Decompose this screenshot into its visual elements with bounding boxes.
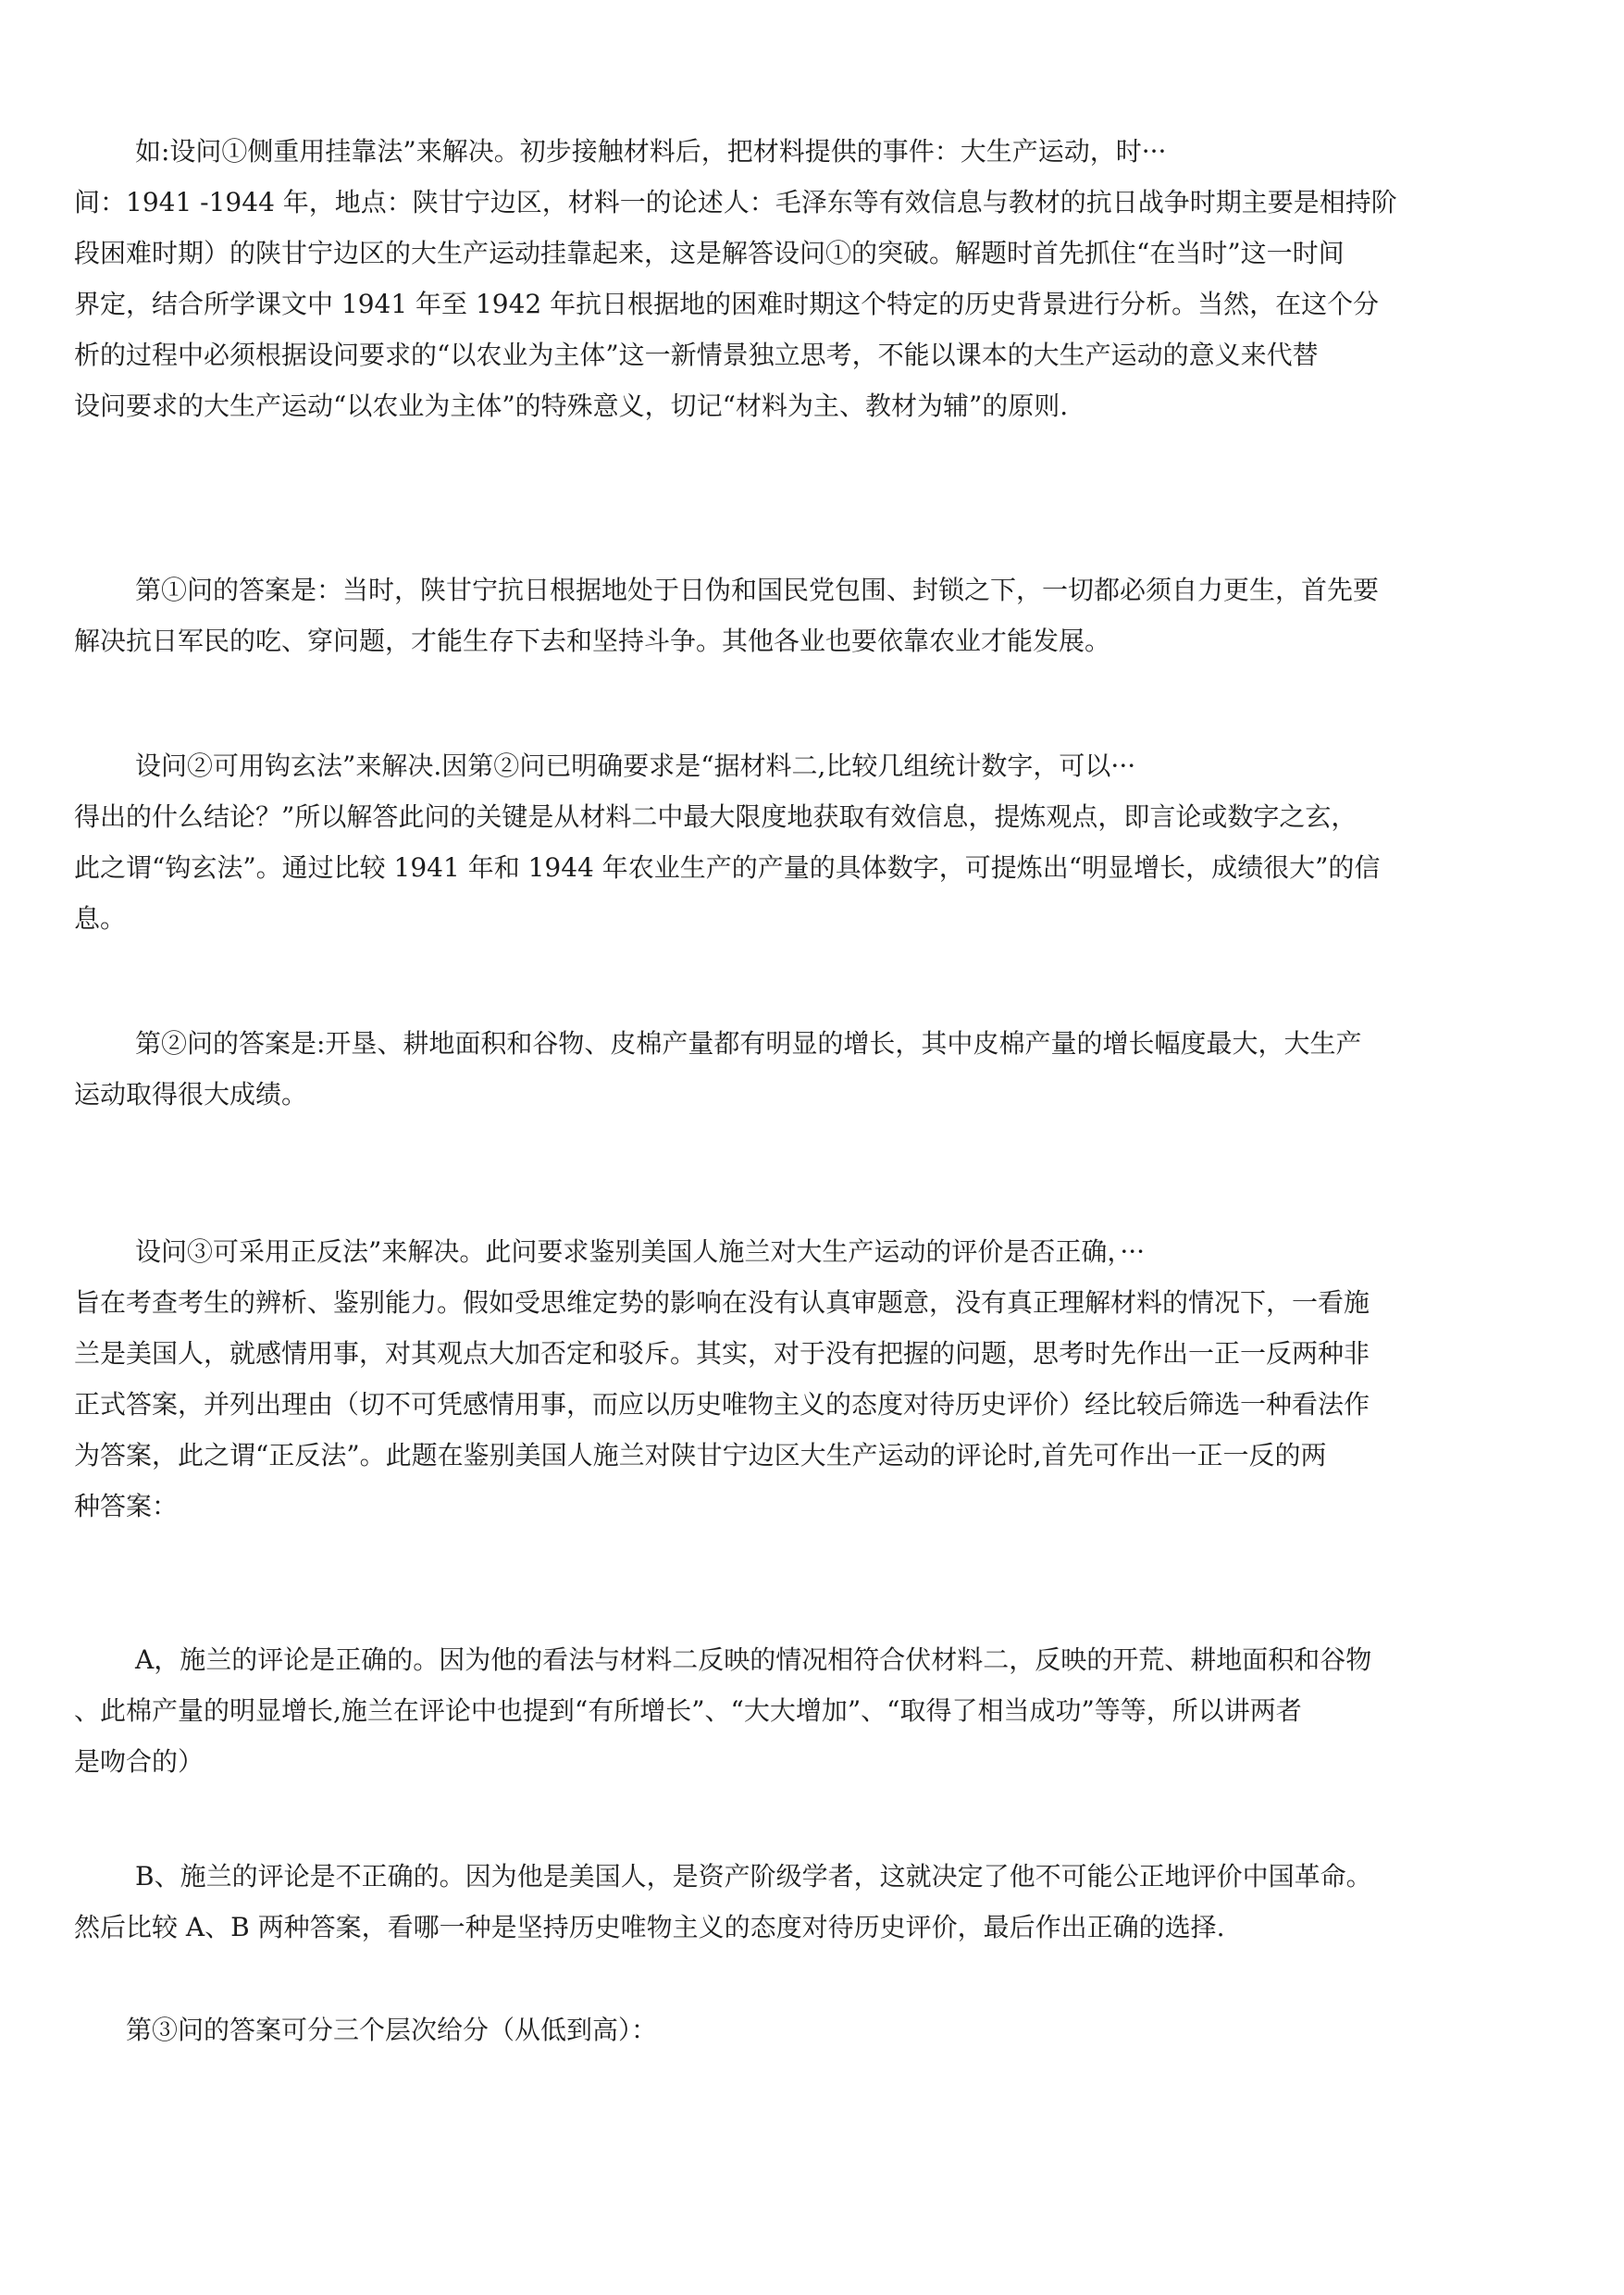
text-line: 此之谓“钩玄法”。通过比较 1941 年和 1944 年农业生产的产量的具体数字，可提炼出“明显增长，成绩很大”的信 xyxy=(74,852,1381,883)
text-line: 是吻合的） xyxy=(74,1746,205,1777)
text-line: 解决抗日军民的吃、穿问题，才能生存下去和坚持斗争。其他各业也要依靠农业才能发展。 xyxy=(74,626,1111,656)
text-line: 、此棉产量的明显增长,施兰在评论中也提到“有所增长”、“大大增加”、“取得了相当成功”等等，所以讲两者 xyxy=(74,1695,1302,1726)
text-line: 如:设问①侧重用挂靠法”来解决。初步接触材料后，把材料提供的事件：大生产运动，时··· xyxy=(135,136,1167,167)
text-line: 旨在考查考生的辨析、鉴别能力。假如受思维定势的影响在没有认真审题意，没有真正理解材料的情况下，一看施 xyxy=(74,1287,1370,1318)
text-line: 得出的什么结论？”所以解答此问的关键是从材料二中最大限度地获取有效信息，提炼观点，即言论或数字之玄， xyxy=(74,801,1357,832)
paragraph-answer-a xyxy=(74,1634,1605,1787)
text-line: 然后比较 A、B 两种答案，看哪一种是坚持历史唯物主义的态度对待历史评价，最后作出正确的选择. xyxy=(74,1912,1225,1942)
paragraph-answer-3-heading xyxy=(126,2004,1624,2055)
text-line: 兰是美国人，就感情用事，对其观点大加否定和驳斥。其实，对于没有把握的问题，思考时先作出一正一反两种非 xyxy=(74,1338,1370,1369)
text-line: 第②问的答案是:开垦、耕地面积和谷物、皮棉产量都有明显的增长，其中皮棉产量的增长幅度最大，大生产 xyxy=(135,1028,1362,1059)
text-line: 正式答案，并列出理由（切不可凭感情用事，而应以历史唯物主义的态度对待历史评价）经比较后筛选一种看法作 xyxy=(74,1389,1370,1420)
text-line: 种答案： xyxy=(74,1491,179,1521)
text-line: 运动取得很大成绩。 xyxy=(74,1079,308,1110)
text-line: 设问③可采用正反法”来解决。此问要求鉴别美国人施兰对大生产运动的评价是否正确，··· xyxy=(135,1236,1146,1267)
text-line: 为答案，此之谓“正反法”。此题在鉴别美国人施兰对陕甘宁边区大生产运动的评论时,首先可作出一正一反的两 xyxy=(74,1440,1327,1470)
paragraph-method-3 xyxy=(74,1226,1605,1532)
text-line: 第③问的答案可分三个层次给分（从低到高）： xyxy=(126,2015,658,2045)
paragraph-method-1 xyxy=(74,126,1605,431)
text-line: A，施兰的评论是正确的。因为他的看法与材料二反映的情况相符合伏材料二，反映的开荒、耕地面积和谷物 xyxy=(135,1644,1372,1675)
text-line: 间：1941 -1944 年，地点：陕甘宁边区，材料一的论述人：毛泽东等有效信息与教材的抗日战争时期主要是相持阶 xyxy=(74,187,1397,217)
text-line: 设问要求的大生产运动“以农业为主体”的特殊意义，切记“材料为主、教材为辅”的原则. xyxy=(74,391,1069,421)
text-line: 段困难时期）的陕甘宁边区的大生产运动挂靠起来，这是解答设问①的突破。解题时首先抓住“在当时”这一时间 xyxy=(74,238,1345,268)
text-line: 析的过程中必须根据设问要求的“以农业为主体”这一新情景独立思考，不能以课本的大生产运动的意义来代替 xyxy=(74,340,1319,370)
paragraph-answer-b xyxy=(74,1851,1605,1953)
paragraph-answer-2 xyxy=(74,1018,1605,1120)
text-line: 界定，结合所学课文中 1941 年至 1942 年抗日根据地的困难时期这个特定的历史背景进行分析。当然，在这个分 xyxy=(74,289,1380,319)
text-line: 设问②可用钩玄法”来解决.因第②问已明确要求是“据材料二,比较几组统计数字，可以··· xyxy=(135,751,1136,781)
text-line: 息。 xyxy=(74,903,127,934)
text-line: B、施兰的评论是不正确的。因为他是美国人，是资产阶级学者，这就决定了他不可能公正地评价中国革命。 xyxy=(135,1861,1372,1892)
paragraph-method-2 xyxy=(74,740,1605,944)
paragraph-answer-1 xyxy=(74,564,1605,666)
text-line: 第①问的答案是：当时，陕甘宁抗日根据地处于日伪和国民党包围、封锁之下，一切都必须自力更生，首先要 xyxy=(135,575,1380,605)
